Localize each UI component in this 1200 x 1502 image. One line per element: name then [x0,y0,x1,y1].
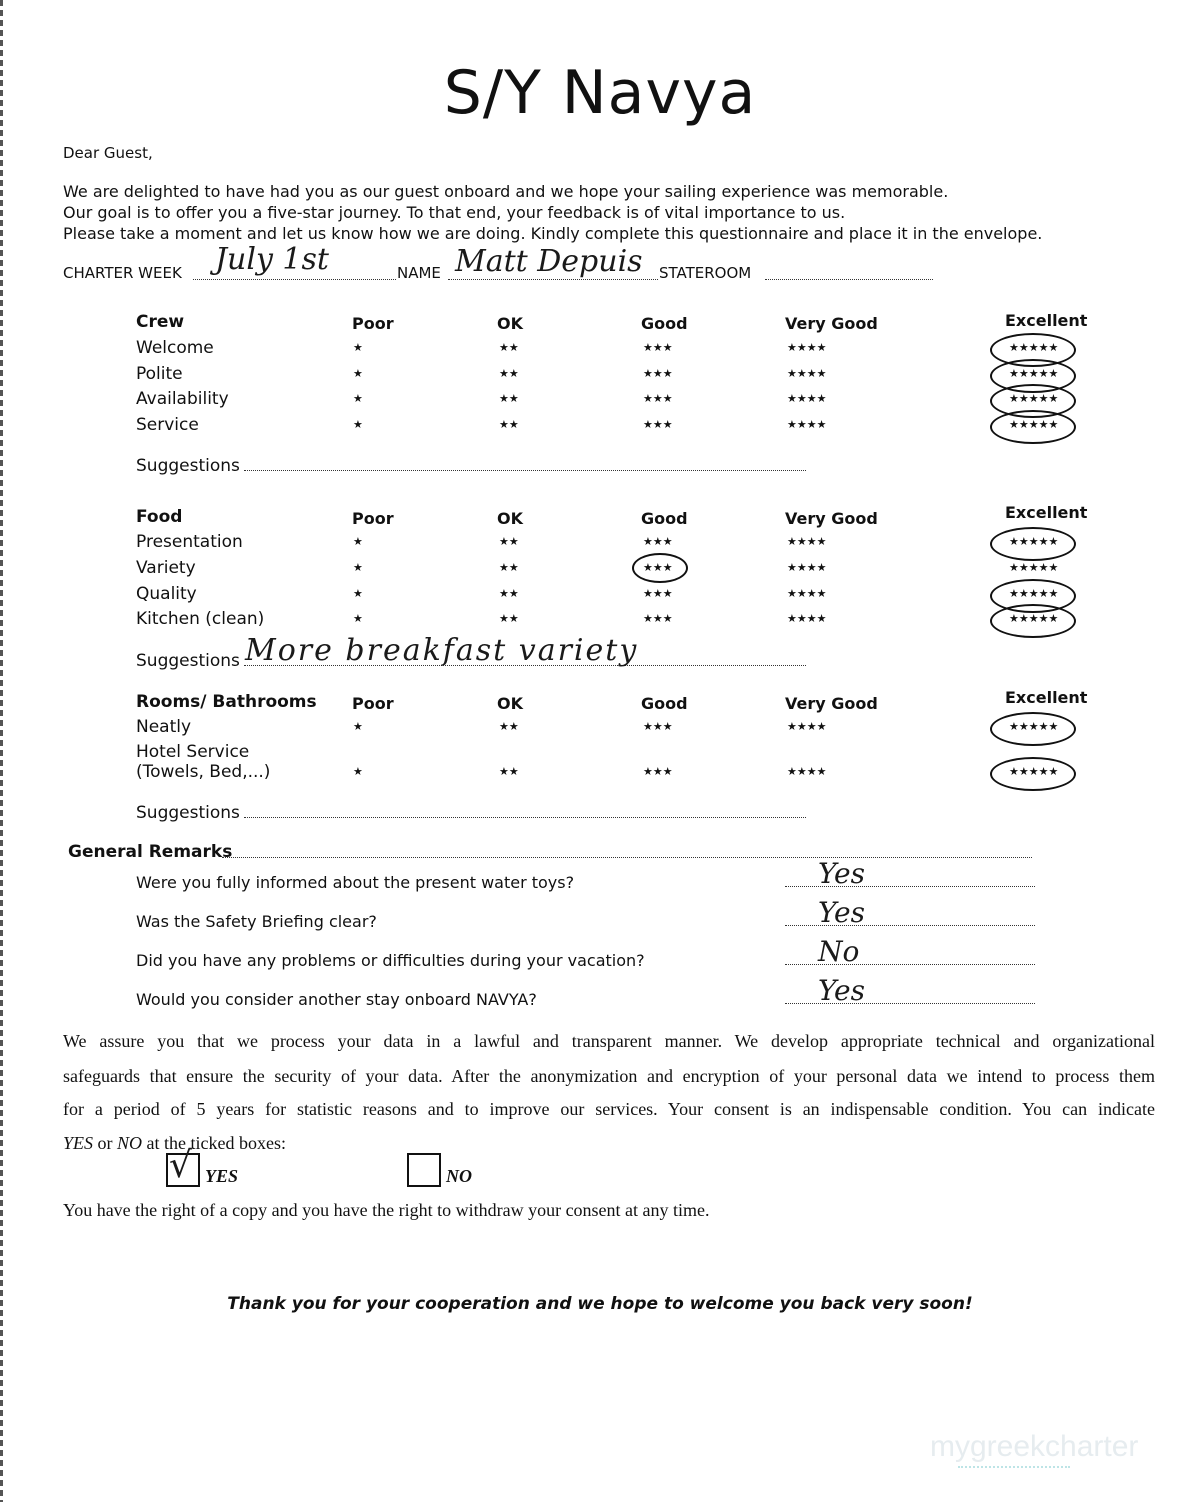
rating-stars-good[interactable]: ★★★ [643,392,673,405]
row-label: Presentation [136,532,243,552]
row-label: Welcome [136,338,214,358]
rating-stars-very-good[interactable]: ★★★★ [787,367,827,380]
consent-no-checkbox[interactable] [407,1153,441,1187]
section-title-2: Rooms/ Bathrooms [136,692,317,712]
column-header-excellent: Excellent [1005,688,1088,707]
rating-stars-very-good[interactable]: ★★★★ [787,587,827,600]
stateroom-label: STATEROOM [659,264,752,282]
suggestions-label: Suggestions [136,651,240,671]
stateroom-line [765,279,933,280]
rating-stars-very-good[interactable]: ★★★★ [787,418,827,431]
remark-question: Did you have any problems or difficulties during your vacation? [136,951,645,970]
consent-no-label: NO [446,1166,472,1186]
rating-stars-excellent[interactable]: ★★★★★ [1009,765,1059,778]
charter-week-label: CHARTER WEEK [63,264,182,282]
rating-stars-excellent[interactable]: ★★★★★ [1009,392,1059,405]
rights-text: You have the right of a copy and you have the right to withdraw your consent at any time. [63,1200,710,1220]
rating-stars-poor[interactable]: ★ [353,341,363,354]
rating-stars-good[interactable]: ★★★ [643,535,673,548]
rating-stars-poor[interactable]: ★ [353,535,363,548]
column-header-good: Good [641,314,688,333]
suggestions-label: Suggestions [136,456,240,476]
rating-stars-poor[interactable]: ★ [353,765,363,778]
no-word: NO [117,1133,143,1153]
row-label: Quality [136,584,197,604]
watermark-wave-icon [958,1466,1070,1473]
row-label-detail: (Towels, Bed,...) [136,762,271,782]
rating-stars-good[interactable]: ★★★ [643,720,673,733]
rating-stars-poor[interactable]: ★ [353,367,363,380]
column-header-very-good: Very Good [785,314,878,333]
remark-answer[interactable]: Yes [818,974,865,1007]
column-header-good: Good [641,509,688,528]
rating-stars-very-good[interactable]: ★★★★ [787,765,827,778]
general-remarks-line [222,857,1032,858]
rating-stars-excellent[interactable]: ★★★★★ [1009,418,1059,431]
section-title-0: Crew [136,312,185,332]
remark-question: Would you consider another stay onboard NAVYA? [136,990,537,1009]
column-header-ok: OK [497,509,523,528]
selection-circle [990,604,1076,638]
column-header-poor: Poor [352,314,394,333]
general-remarks-label: General Remarks [68,842,233,862]
rating-stars-excellent[interactable]: ★★★★★ [1009,720,1059,733]
rating-stars-poor[interactable]: ★ [353,561,363,574]
rating-stars-good[interactable]: ★★★ [643,612,673,625]
watermark: mygreekcharter [930,1430,1139,1463]
remark-question: Was the Safety Briefing clear? [136,912,377,931]
privacy-line-1: We assure you that we process your data in a lawful and transparent manner. We develop appropriate technical and organizational [63,1031,1155,1051]
rating-stars-poor[interactable]: ★ [353,720,363,733]
rating-stars-ok[interactable]: ★★ [499,392,519,405]
column-header-ok: OK [497,314,523,333]
charter-week-value[interactable]: July 1st [215,242,329,277]
intro-line-1: We are delighted to have had you as our guest onboard and we hope your sailing experience was memorable. [63,182,949,201]
check-mark-icon: √ [169,1145,192,1186]
rating-stars-excellent[interactable]: ★★★★★ [1009,367,1059,380]
selection-circle [990,757,1076,791]
column-header-ok: OK [497,694,523,713]
rating-stars-poor[interactable]: ★ [353,418,363,431]
column-header-very-good: Very Good [785,509,878,528]
rating-stars-excellent[interactable]: ★★★★★ [1009,535,1059,548]
rating-stars-very-good[interactable]: ★★★★ [787,720,827,733]
rating-stars-very-good[interactable]: ★★★★ [787,612,827,625]
remark-answer[interactable]: Yes [818,857,865,890]
intro-line-3: Please take a moment and let us know how we are doing. Kindly complete this questionnaire and place it in the envelope. [63,224,1043,243]
remark-answer[interactable]: No [818,935,860,968]
name-label: NAME [397,264,441,282]
column-header-excellent: Excellent [1005,311,1088,330]
selection-circle [990,527,1076,561]
section-title-1: Food [136,507,183,527]
rating-stars-poor[interactable]: ★ [353,587,363,600]
intro-line-2: Our goal is to offer you a five-star journey. To that end, your feedback is of vital importance to us. [63,203,846,222]
suggestions-line [244,470,806,471]
rating-stars-good[interactable]: ★★★ [643,341,673,354]
rating-stars-very-good[interactable]: ★★★★ [787,535,827,548]
document-title: S/Y Navya [443,58,757,128]
scan-edge [0,0,3,1502]
rating-stars-excellent[interactable]: ★★★★★ [1009,612,1059,625]
rating-stars-ok[interactable]: ★★ [499,535,519,548]
rating-stars-excellent[interactable]: ★★★★★ [1009,341,1059,354]
rating-stars-excellent[interactable]: ★★★★★ [1009,561,1059,574]
rating-stars-good[interactable]: ★★★ [643,587,673,600]
charter-week-line [193,279,396,280]
selection-circle [990,712,1076,746]
row-label: Polite [136,364,183,384]
rating-stars-ok[interactable]: ★★ [499,561,519,574]
name-value[interactable]: Matt Depuis [455,244,643,279]
rating-stars-excellent[interactable]: ★★★★★ [1009,587,1059,600]
rating-stars-good[interactable]: ★★★ [643,561,673,574]
rating-stars-poor[interactable]: ★ [353,612,363,625]
rating-stars-good[interactable]: ★★★ [643,765,673,778]
row-label: Hotel Service [136,742,250,762]
rating-stars-ok[interactable]: ★★ [499,765,519,778]
suggestions-label: Suggestions [136,803,240,823]
column-header-excellent: Excellent [1005,503,1088,522]
name-line [448,279,658,280]
or-word: or [93,1133,118,1153]
yes-word: YES [63,1133,94,1153]
column-header-very-good: Very Good [785,694,878,713]
column-header-poor: Poor [352,694,394,713]
rating-stars-ok[interactable]: ★★ [499,720,519,733]
selection-circle [632,553,688,583]
thank-you-text: Thank you for your cooperation and we hope to welcome you back very soon! [227,1294,973,1314]
remark-question: Were you fully informed about the present water toys? [136,873,575,892]
suggestions-value[interactable]: More breakfast variety [245,633,639,668]
row-label: Neatly [136,717,192,737]
rating-stars-poor[interactable]: ★ [353,392,363,405]
rating-stars-very-good[interactable]: ★★★★ [787,561,827,574]
row-label: Kitchen (clean) [136,609,265,629]
consent-yes-checkbox[interactable] [166,1145,200,1187]
rating-stars-very-good[interactable]: ★★★★ [787,392,827,405]
row-label: Variety [136,558,196,578]
privacy-line-2: safeguards that ensure the security of your data. After the anonymization and encryption of your personal data we intend to process them [63,1066,1155,1086]
rating-stars-good[interactable]: ★★★ [643,367,673,380]
column-header-poor: Poor [352,509,394,528]
column-header-good: Good [641,694,688,713]
rating-stars-very-good[interactable]: ★★★★ [787,341,827,354]
row-label: Availability [136,389,229,409]
rating-stars-ok[interactable]: ★★ [499,612,519,625]
consent-yes-label: YES [205,1166,239,1186]
rating-stars-ok[interactable]: ★★ [499,367,519,380]
suggestions-line [244,817,806,818]
rating-stars-ok[interactable]: ★★ [499,418,519,431]
rating-stars-good[interactable]: ★★★ [643,418,673,431]
rating-stars-ok[interactable]: ★★ [499,587,519,600]
greeting: Dear Guest, [63,144,153,162]
rating-stars-ok[interactable]: ★★ [499,341,519,354]
row-label: Service [136,415,199,435]
remark-answer[interactable]: Yes [818,896,865,929]
privacy-line-3: for a period of 5 years for statistic reasons and to improve our services. Your consent is an indispensable condition. You can indicate [63,1099,1155,1119]
selection-circle [990,410,1076,444]
ticked-boxes-text: at the ticked boxes: [142,1133,286,1153]
